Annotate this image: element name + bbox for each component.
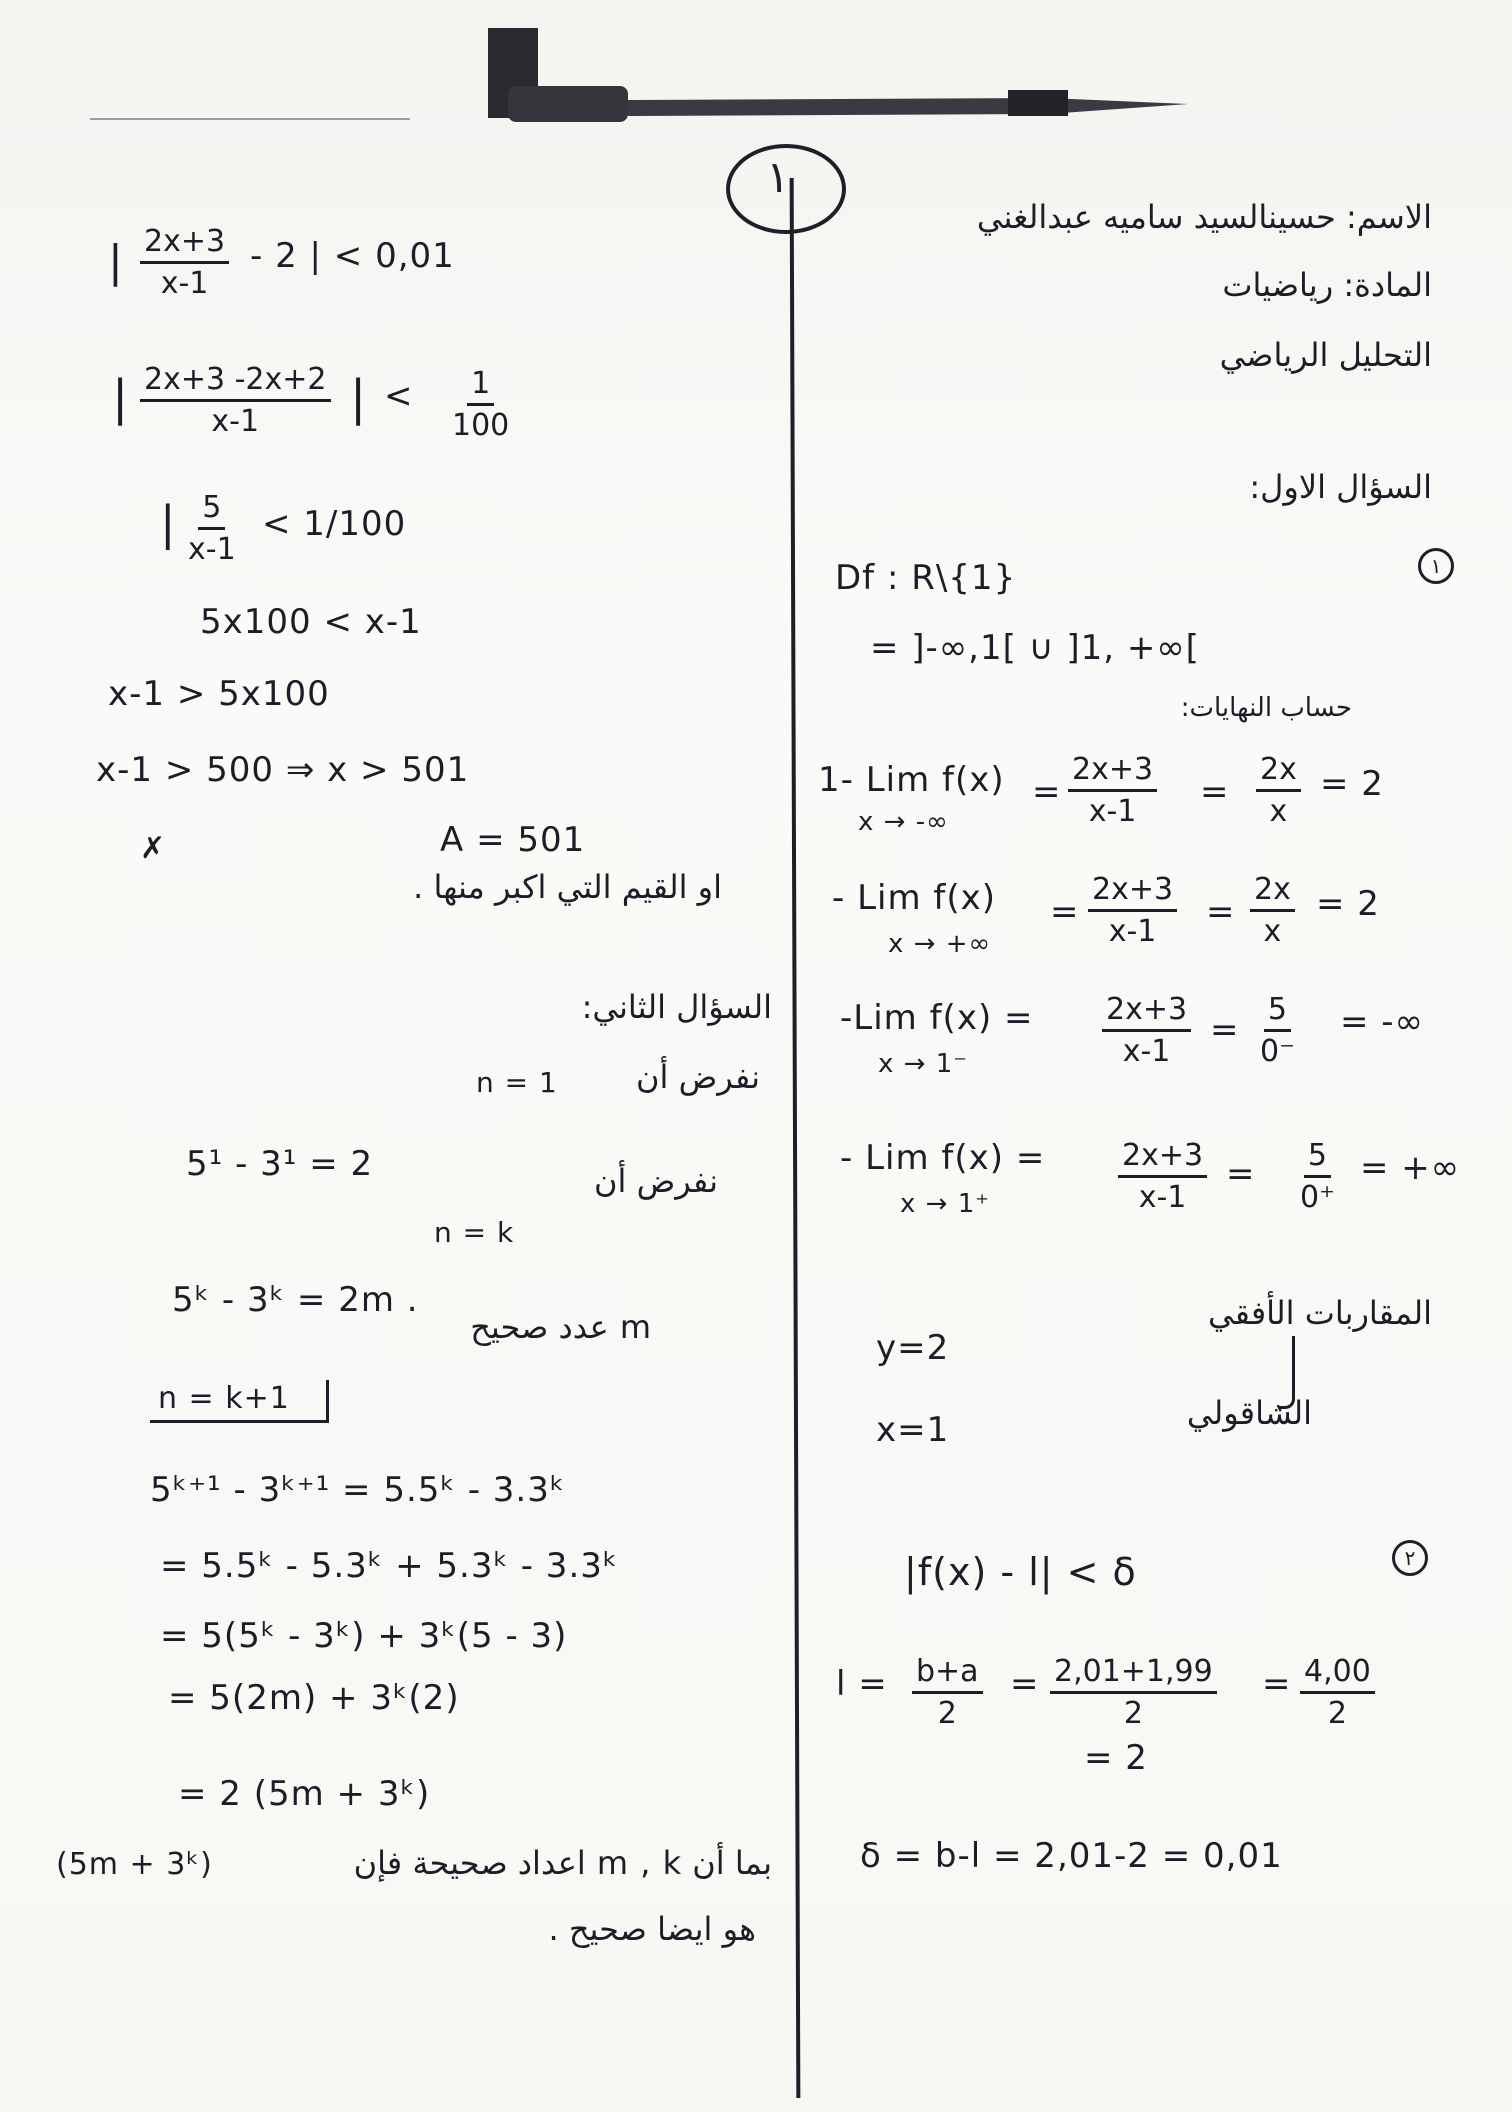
m-integer: m عدد صحيح [470,1308,652,1346]
l-prefix: l = [836,1664,888,1704]
l6-line: x-1 > 500 ⇒ x > 501 [96,750,470,790]
l6b-mark: ✗ [140,831,167,866]
lim1-sub: x → -∞ [858,807,949,837]
q2-inequality: |f(x) - l| < δ [904,1550,1137,1594]
l3-rhs: < 1/100 [262,504,407,544]
q2-heading: السؤال الثاني: [581,988,772,1026]
induction-hypothesis: 5ᵏ - 3ᵏ = 2m . [172,1280,419,1320]
lim3-result: = -∞ [1340,1002,1424,1042]
student-name-line: الاسم: حسينالسيد ساميه عبدالغني [976,198,1432,236]
lim4-frac1: $\frac{2x+3}{x-1}$ [1118,1138,1207,1215]
step-3: = 5(5ᵏ - 3ᵏ) + 3ᵏ(5 - 3) [160,1616,568,1656]
subject-line: المادة: رياضيات [1222,266,1432,304]
lim1-eq: = [1032,772,1062,812]
lim3-sub: x → 1⁻ [878,1049,968,1079]
lim1-frac1: $\frac{2x+3}{x-1}$ [1068,752,1157,829]
lim2-frac2: $\frac{2x}{x}$ [1250,872,1295,949]
l1-rest: - 2 | < 0,01 [250,236,455,276]
course-line: التحليل الرياضي [1219,336,1432,374]
lim1-frac2: $\frac{2x}{x}$ [1256,752,1301,829]
q1-heading: السؤال الاول: [1249,468,1432,506]
lim3-frac2: $\frac{5}{0^-}$ [1260,992,1295,1069]
lim3-prefix: -Lim f(x) = [840,998,1034,1038]
lim1-result: = 2 [1320,764,1384,804]
conclusion-line2: هو ايضا صحيح . [548,1910,756,1948]
asym-vertical-label: الشاقولي [1186,1394,1312,1432]
box-label: n = k+1 [158,1381,290,1416]
l1-abs-open: | [108,236,124,287]
assume-label: نفرض أن [636,1058,760,1096]
l-frac1: $\frac{b+a}{2}$ [912,1654,983,1731]
delta-line: δ = b-l = 2,01-2 = 0,01 [860,1836,1283,1876]
l3-abs-open: | [160,496,177,550]
step-1: 5ᵏ⁺¹ - 3ᵏ⁺¹ = 5.5ᵏ - 3.3ᵏ [150,1470,566,1510]
l8-line: او القيم التي اكبر منها . [413,868,722,906]
asym-horizontal-label: المقاربات الأفقي [1207,1294,1432,1332]
step-2: = 5.5ᵏ - 5.3ᵏ + 5.3ᵏ - 3.3ᵏ [160,1546,619,1586]
lim2-eq2: = [1206,892,1236,932]
l1-frac: $\frac{2x+3}{x-1}$ [140,224,229,301]
l-eq1: = [1010,1664,1040,1704]
suppose-n: n = k [434,1216,515,1249]
l2-less: < [384,376,414,416]
domain-line: Df : R\{1} [835,558,1017,598]
l-result: = 2 [1084,1738,1148,1778]
l2-frac: $\frac{2x+3 -2x+2}{x-1}$ [140,362,331,439]
q1-marker: ١ [1418,548,1454,584]
lim4-sub: x → 1⁺ [900,1189,990,1219]
conclusion-expression: (5m + 3ᵏ) [56,1847,213,1882]
limits-heading: حساب النهايات: [1180,693,1352,723]
l2-abs-close: | [350,370,368,426]
top-rule [90,118,410,120]
l4-line: 5x100 < x-1 [200,602,422,642]
l2-rhs-frac: $\frac{1}{100}$ [452,366,510,443]
l-frac3: $\frac{4,00}{2}$ [1300,1654,1375,1731]
lim1-eq2: = [1200,772,1230,812]
step-5: = 2 (5m + 3ᵏ) [178,1774,431,1814]
l7-line: A = 501 [440,820,586,860]
lim2-result: = 2 [1316,884,1380,924]
conclusion-line1: بما أن m , k اعداد صحيحة فإن [353,1844,772,1882]
lim2-frac1: $\frac{2x+3}{x-1}$ [1088,872,1177,949]
domain-interval: = ]-∞,1[ ∪ ]1, +∞[ [870,628,1200,668]
l5-line: x-1 > 5x100 [108,674,330,714]
suppose-label: نفرض أن [594,1162,718,1200]
l2-abs-open: | [112,370,130,426]
lim4-result: = +∞ [1360,1148,1461,1188]
lim3-eq: = [1210,1010,1240,1050]
page-number: ١ [766,152,790,203]
pen-image [488,28,1188,138]
lim2-eq: = [1050,892,1080,932]
step-4: = 5(2m) + 3ᵏ(2) [168,1678,460,1718]
l-eq2: = [1262,1664,1292,1704]
lim2-prefix: - Lim f(x) [832,878,997,918]
lim3-frac1: $\frac{2x+3}{x-1}$ [1102,992,1191,1069]
lim2-sub: x → +∞ [888,929,992,959]
box-frame [150,1380,329,1423]
asym-bracket [1278,1336,1295,1409]
asym-vertical-value: x=1 [876,1410,950,1450]
l3-frac: $\frac{5}{x-1}$ [188,490,236,567]
q2-marker: ٢ [1392,1540,1428,1576]
assume-n: n = 1 [476,1066,558,1099]
lim1-prefix: 1- Lim f(x) [818,760,1005,800]
lim4-frac2: $\frac{5}{0^+}$ [1300,1138,1335,1215]
lim4-eq: = [1226,1154,1256,1194]
asym-horizontal-value: y=2 [876,1328,950,1368]
base-case: 5¹ - 3¹ = 2 [186,1144,374,1184]
lim4-prefix: - Lim f(x) = [840,1138,1046,1178]
l-frac2: $\frac{2,01+1,99}{2}$ [1050,1654,1217,1731]
